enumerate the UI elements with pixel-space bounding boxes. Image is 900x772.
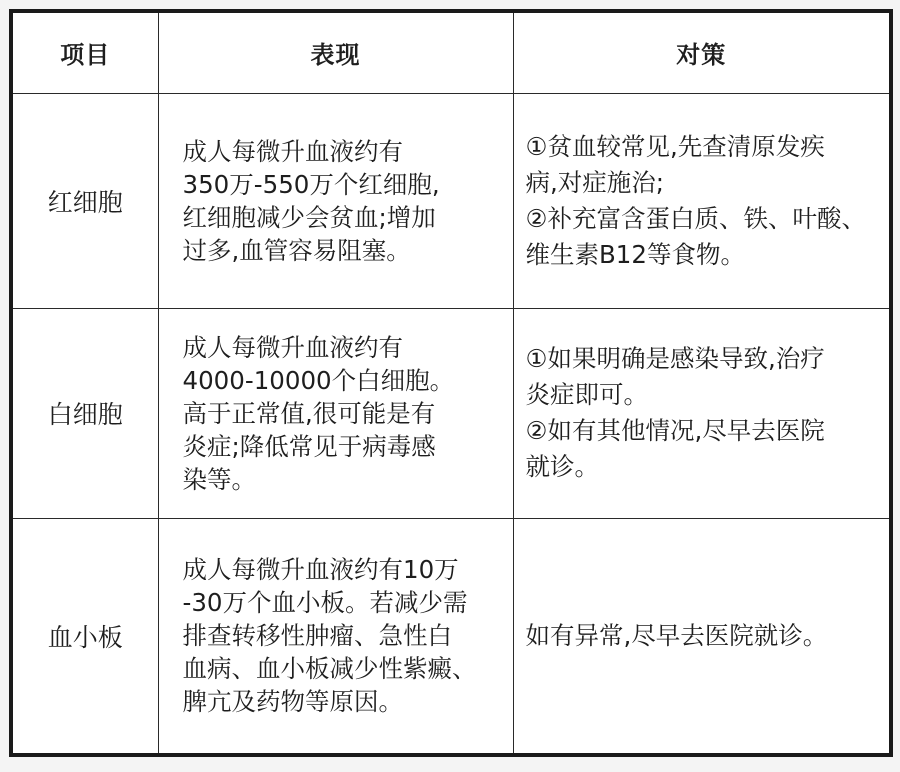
measure-line: 就诊。 [525,452,599,481]
performance-line: 过多,血管容易阻塞。 [182,235,411,265]
performance-line: 4000-10000个白细胞。 [182,365,455,395]
header-measures: 对策 [513,13,889,93]
performance-line: 350万-550万个红细胞, [182,169,440,199]
performance-line: 成人每微升血液约有 [182,332,403,362]
data-table-frame [9,9,893,757]
measure-line: 病,对症施治; [525,167,665,197]
measure-line: ①贫血较常见,先查清原发疾 [525,131,825,161]
performance-line: 炎症;降低常见于病毒感 [182,431,436,461]
blood-cell-table [13,13,889,753]
measure-line: ②补充富含蛋白质、铁、叶酸、 [525,203,866,233]
performance-cell [158,308,513,518]
measures-cell [513,518,889,753]
performance-line: 排查转移性肿瘤、急性白 [182,621,452,651]
performance-line: -30万个血小板。若减少需 [182,588,468,618]
table-header-row [13,13,889,93]
table-row [13,93,889,308]
performance-line: 脾亢及药物等原因。 [182,687,403,717]
measures-cell [513,308,889,518]
row-item-label: 血小板 [13,518,158,753]
performance-cell [158,93,513,308]
performance-line: 成人每微升血液约有10万 [182,555,459,585]
measure-line: ①如果明确是感染导致,治疗 [525,344,825,373]
measure-line: ②如有其他情况,尽早去医院 [525,416,825,445]
header-item: 项目 [13,13,158,93]
performance-line: 高于正常值,很可能是有 [182,398,436,428]
performance-line: 红细胞减少会贫血;增加 [182,202,436,232]
performance-line: 染等。 [182,464,256,494]
measure-line: 维生素B12等食物。 [525,239,745,269]
measure-line: 如有异常,尽早去医院就诊。 [525,620,828,650]
performance-line: 成人每微升血液约有 [182,136,403,166]
row-item-label: 红细胞 [13,93,158,308]
performance-cell [158,518,513,753]
table-row [13,308,889,518]
performance-line: 血病、血小板减少性紫癜、 [182,654,477,684]
measures-cell [513,93,889,308]
row-item-label: 白细胞 [13,308,158,518]
table-row [13,518,889,753]
measure-line: 炎症即可。 [525,380,648,409]
header-performance: 表现 [158,13,513,93]
